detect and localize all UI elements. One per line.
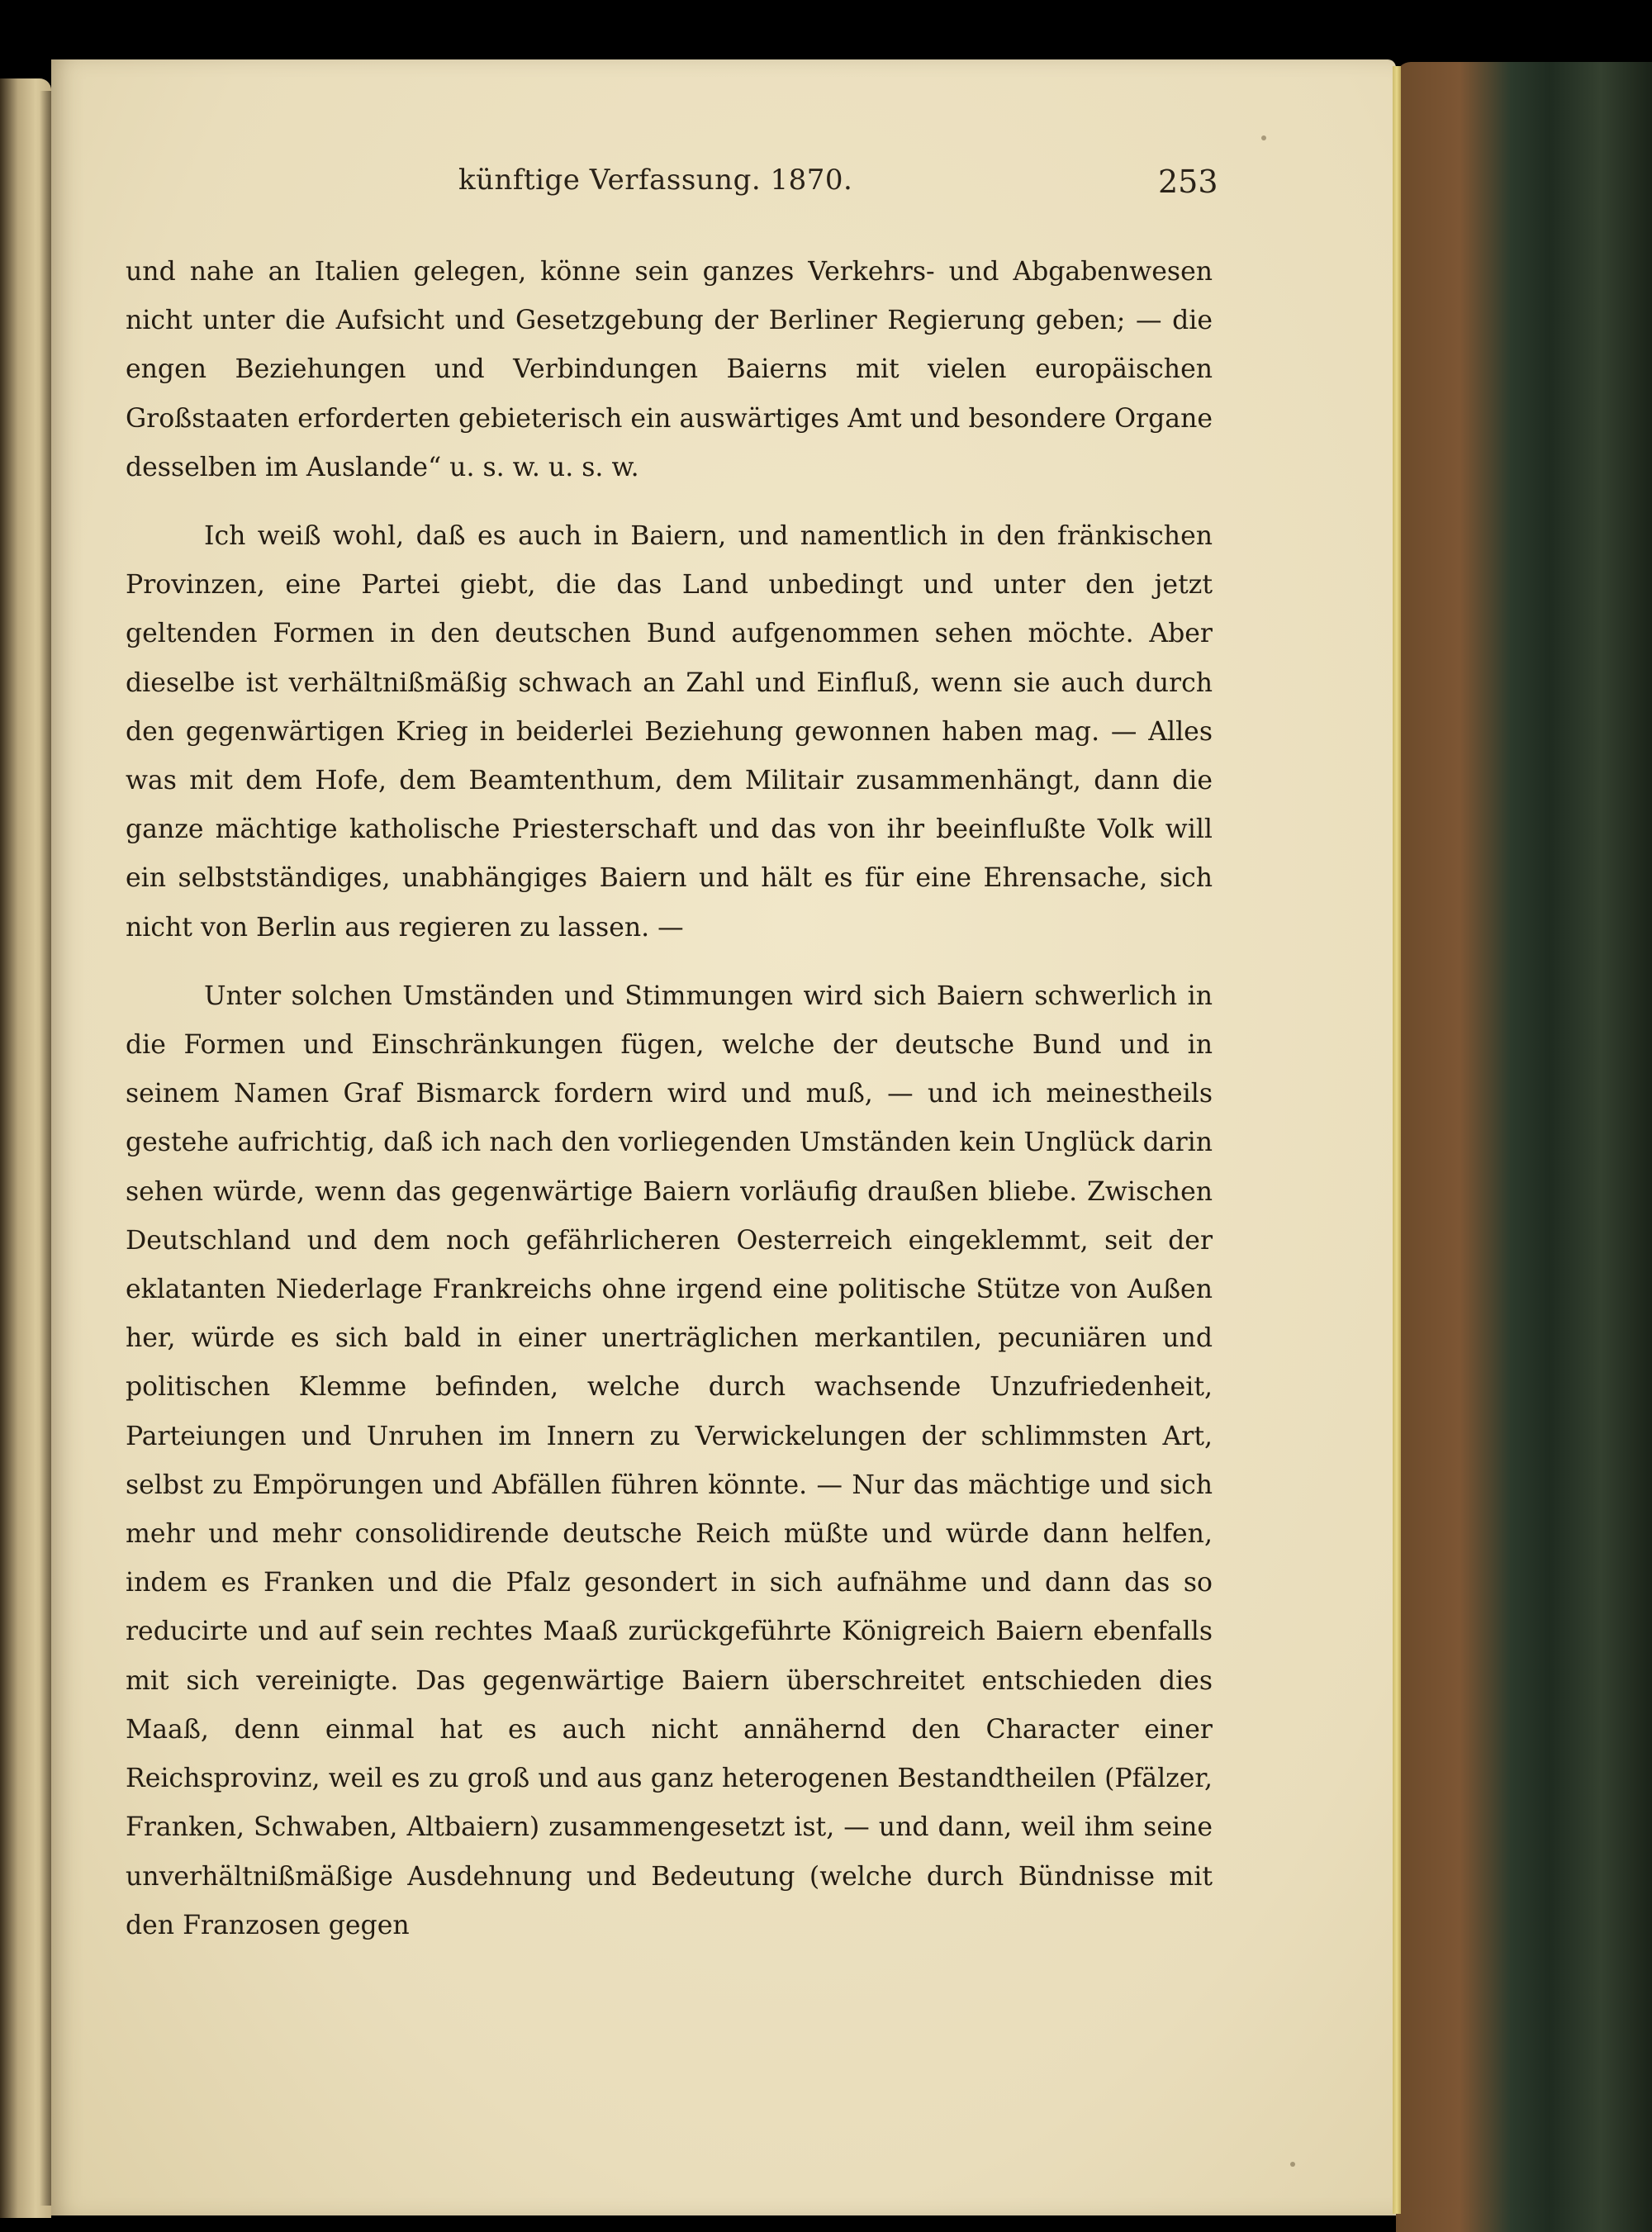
- paper-speck: [1261, 135, 1266, 140]
- paragraph-2: Ich weiß wohl, daß es auch in Baiern, und namentlich in den fränkischen Provinzen, eine Partei giebt, die das Land unbedingt und unter den jetzt geltenden Formen in den deutschen Bund aufgenommen sehen möchte. Aber dieselbe ist verhältnißmäßig schwach an Zahl und Einfluß, wenn sie auch durch den gegenwärtigen Krieg in beiderlei Beziehung gewonnen haben mag. — Alles was mit dem Hofe, dem Beamtenthum, dem Militair zusammenhängt, dann die ganze mächtige katholische Priesterschaft und das von ihr beeinflußte Volk will ein selbstständiges, unabhängiges Baiern und hält es für eine Ehrensache, sich nicht von Berlin aus regieren zu lassen. —: [126, 521, 1213, 943]
- running-head: künftige Verfassung. 1870.: [458, 164, 853, 197]
- page-gilt-edge: [1393, 66, 1401, 2214]
- book-cover: [1396, 62, 1652, 2232]
- paragraph-1: und nahe an Italien gelegen, könne sein ganzes Verkehrs- und Abgabenwesen nicht unter die Aufsicht und Gesetzgebung der Berliner Regierung geben; — die engen Beziehungen und Verbindungen Baierns mit vielen europäischen Großstaaten erforderten gebieterisch ein auswärtiges Amt und besondere Organe desselben im Auslande“ u. s. w. u. s. w.: [126, 257, 1213, 482]
- paragraph-3: Unter solchen Umständen und Stimmungen wird sich Baiern schwerlich in die Formen und Einschränkungen fügen, welche der deutsche Bund und in seinem Namen Graf Bismarck fordern wird und muß, — und ich meinestheils gestehe aufrichtig, daß ich nach den vorliegenden Umständen kein Unglück darin sehen würde, wenn das gegenwärtige Baiern vorläufig draußen bliebe. Zwischen Deutschland und dem noch gefährlicheren Oesterreich eingeklemmt, seit der eklatanten Niederlage Frankreichs ohne irgend eine politische Stütze von Außen her, würde es sich bald in einer unerträglichen merkantilen, pecuniären und politischen Klemme befinden, welche durch wachsende Unzufriedenheit, Parteiungen und Unruhen im Innern zu Verwickelungen der schlimmsten Art, selbst zu Empörungen und Abfällen führen könnte. — Nur das mächtige und sich mehr und mehr consolidirende deutsche Reich müßte und würde dann helfen, indem es Franken und die Pfalz gesondert in sich aufnähme und dann das so reducirte und auf sein rechtes Maaß zurückgeführte Königreich Baiern ebenfalls mit sich vereinigte. Das gegenwärtige Baiern überschreitet entschieden dies Maaß, denn einmal hat es auch nicht annähernd den Character einer Reichsprovinz, weil es zu groß und aus ganz heterogenen Bestandtheilen (Pfälzer, Franken, Schwaben, Altbaiern) zusammengesetzt ist, — und dann, weil ihm seine unverhältnißmäßige Ausdehnung und Bedeutung (welche durch Bündnisse mit den Franzosen gegen: [126, 981, 1213, 1940]
- paper-speck: [1290, 2162, 1295, 2167]
- body-text: [126, 248, 1213, 1950]
- gutter-shadow: [40, 91, 51, 2206]
- page-number: 253: [1158, 164, 1218, 200]
